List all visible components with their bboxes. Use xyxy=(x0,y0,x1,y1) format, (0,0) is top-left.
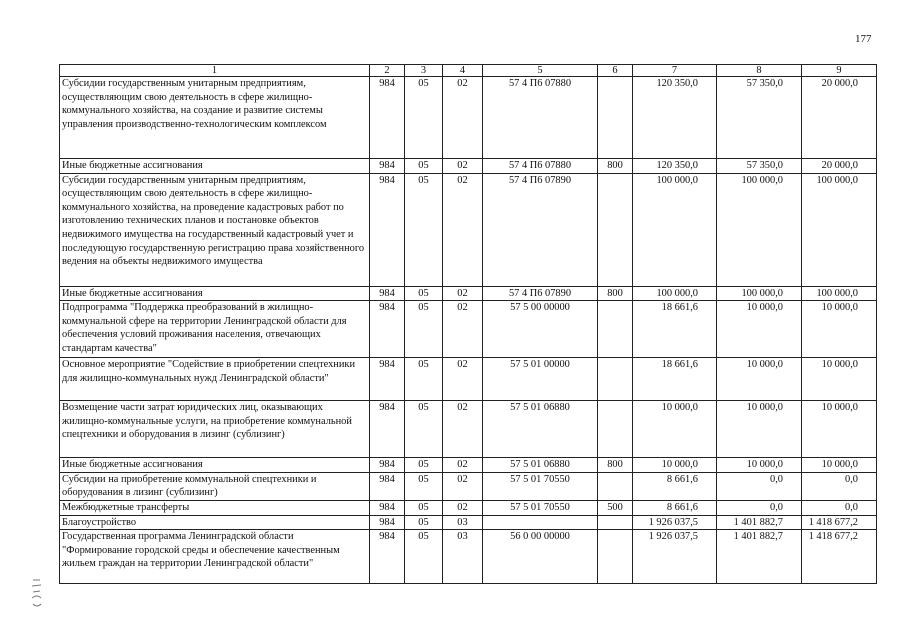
row-value-cell-3 xyxy=(405,458,443,473)
row-value-text: 57 5 01 06880 xyxy=(510,459,570,471)
header-cell-2: 2 xyxy=(370,65,405,77)
row-value-text: 05 xyxy=(418,531,429,543)
row-value-text: 984 xyxy=(379,174,395,186)
row-value-text: 100 000,0 xyxy=(741,287,783,299)
row-value-text: 57 5 01 70550 xyxy=(510,473,570,485)
row-value-text: 100 000,0 xyxy=(656,174,698,186)
row-value-text: 1 926 037,5 xyxy=(648,531,698,543)
row-value-text: 56 0 00 00000 xyxy=(510,531,570,543)
row-value-text: 984 xyxy=(379,78,395,89)
row-value-cell-8 xyxy=(717,286,802,301)
row-value-text: 20 000,0 xyxy=(821,78,858,89)
row-value-text: 100 000,0 xyxy=(816,287,858,299)
row-name-cell xyxy=(60,515,370,530)
row-value-cell-6 xyxy=(598,286,633,301)
table-row xyxy=(60,358,877,401)
row-name-text: Иные бюджетные ассигнования xyxy=(62,160,203,171)
row-value-cell-6 xyxy=(598,401,633,458)
row-value-cell-5 xyxy=(483,530,598,584)
row-name-cell xyxy=(60,77,370,159)
row-value-text: 984 xyxy=(379,516,395,528)
row-value-cell-6 xyxy=(598,472,633,500)
row-value-cell-7 xyxy=(633,500,717,515)
row-value-text: 02 xyxy=(457,402,468,414)
row-value-cell-7 xyxy=(633,173,717,286)
row-value-text: 10 000,0 xyxy=(746,359,783,371)
table-row xyxy=(60,500,877,515)
row-value-text: 984 xyxy=(379,531,395,543)
table-row xyxy=(60,515,877,530)
row-value-text: 03 xyxy=(457,516,468,528)
row-value-text: 05 xyxy=(418,287,429,299)
row-value-cell-8 xyxy=(717,301,802,358)
row-value-cell-9 xyxy=(802,401,877,458)
row-value-cell-3 xyxy=(405,515,443,530)
row-value-cell-5 xyxy=(483,301,598,358)
row-value-text: 500 xyxy=(607,501,623,513)
row-value-cell-5 xyxy=(483,500,598,515)
row-value-text: 800 xyxy=(607,287,623,299)
page-number: 177 xyxy=(855,33,872,45)
row-value-text: 57 4 П6 07880 xyxy=(508,160,572,171)
header-cell-8: 8 xyxy=(717,65,802,77)
row-value-cell-7 xyxy=(633,401,717,458)
row-value-cell-6 xyxy=(598,500,633,515)
row-value-cell-8 xyxy=(717,515,802,530)
row-value-text: 02 xyxy=(457,473,468,485)
row-value-cell-8 xyxy=(717,358,802,401)
row-value-text: 0,0 xyxy=(845,473,858,485)
row-value-cell-9 xyxy=(802,458,877,473)
row-value-cell-9 xyxy=(802,173,877,286)
row-value-text: 03 xyxy=(457,531,468,543)
row-value-text: 57 5 01 06880 xyxy=(510,402,570,414)
row-value-cell-7 xyxy=(633,358,717,401)
row-name-text: Государственная программа Ленинградской области "Формирование городской среды и обеспечение качественным жильем граждан на территории Ленинградской области" xyxy=(62,531,340,570)
row-value-text: 984 xyxy=(379,459,395,471)
row-value-cell-4 xyxy=(443,515,483,530)
row-value-text: 10 000,0 xyxy=(661,402,698,414)
header-row xyxy=(60,65,877,77)
table-row xyxy=(60,458,877,473)
row-value-cell-6 xyxy=(598,458,633,473)
table-row xyxy=(60,173,877,286)
row-value-cell-6 xyxy=(598,301,633,358)
row-value-text: 8 661,6 xyxy=(666,473,698,485)
row-value-cell-3 xyxy=(405,301,443,358)
row-value-cell-5 xyxy=(483,159,598,174)
row-name-cell xyxy=(60,301,370,358)
row-value-text: 8 661,6 xyxy=(666,501,698,513)
row-value-cell-6 xyxy=(598,358,633,401)
row-name-cell xyxy=(60,358,370,401)
row-name-text: Основное мероприятие "Содействие в приобретении спецтехники для жилищно-коммунальных нужд Ленинградской области" xyxy=(62,359,356,384)
header-cell-3: 3 xyxy=(405,65,443,77)
row-name-cell xyxy=(60,286,370,301)
row-value-cell-4 xyxy=(443,358,483,401)
row-value-text: 0,0 xyxy=(770,501,783,513)
row-value-cell-2 xyxy=(370,358,405,401)
row-value-text: 10 000,0 xyxy=(661,459,698,471)
row-value-text: 984 xyxy=(379,359,395,371)
row-name-text: Иные бюджетные ассигнования xyxy=(62,287,203,299)
row-value-text: 1 401 882,7 xyxy=(733,531,783,543)
table-row xyxy=(60,301,877,358)
row-value-text: 02 xyxy=(457,174,468,186)
row-value-cell-4 xyxy=(443,500,483,515)
row-value-cell-9 xyxy=(802,358,877,401)
row-value-cell-7 xyxy=(633,286,717,301)
row-name-text: Субсидии государственным унитарным предприятиям, осуществляющим свою деятельность в сфере жилищно-коммунального хозяйства, на создание и развитие системы управления производственно-технологическим комплексом xyxy=(62,78,327,130)
row-value-cell-4 xyxy=(443,173,483,286)
row-value-cell-3 xyxy=(405,401,443,458)
row-value-cell-4 xyxy=(443,301,483,358)
row-value-text: 18 661,6 xyxy=(661,302,698,314)
row-value-cell-3 xyxy=(405,286,443,301)
row-value-text: 05 xyxy=(418,174,429,186)
row-name-text: Субсидии на приобретение коммунальной спецтехники и оборудования в лизинг (сублизинг) xyxy=(62,473,317,499)
row-value-text: 10 000,0 xyxy=(746,302,783,314)
row-value-cell-4 xyxy=(443,458,483,473)
row-value-text: 02 xyxy=(457,78,468,89)
row-value-cell-2 xyxy=(370,159,405,174)
row-value-cell-9 xyxy=(802,530,877,584)
row-value-text: 120 350,0 xyxy=(656,160,698,171)
row-name-cell xyxy=(60,500,370,515)
row-value-text: 984 xyxy=(379,402,395,414)
row-value-cell-8 xyxy=(717,472,802,500)
row-value-text: 1 418 677,2 xyxy=(808,516,858,528)
row-value-text: 100 000,0 xyxy=(741,174,783,186)
header-cell-9: 9 xyxy=(802,65,877,77)
header-cell-6: 6 xyxy=(598,65,633,77)
row-value-cell-7 xyxy=(633,472,717,500)
row-value-text: 57 4 П6 07890 xyxy=(508,287,572,299)
row-name-text: Субсидии государственным унитарным предприятиям, осуществляющим свою деятельность в сфере жилищно-коммунального хозяйства, на проведение кадастровых работ по изготовлению технических планов и постановке объектов недвижимого имущества на государственный кадастровый учет и последующую государственную регистрацию права хозяйственного ведения на объекты недвижимого имущества xyxy=(62,174,365,268)
row-value-text: 05 xyxy=(418,302,429,314)
table-row xyxy=(60,286,877,301)
row-name-cell xyxy=(60,472,370,500)
table-row xyxy=(60,401,877,458)
row-value-cell-5 xyxy=(483,286,598,301)
row-value-cell-3 xyxy=(405,472,443,500)
row-value-cell-2 xyxy=(370,472,405,500)
row-value-cell-9 xyxy=(802,301,877,358)
row-value-text: 05 xyxy=(418,78,429,89)
row-value-cell-4 xyxy=(443,401,483,458)
row-value-text: 02 xyxy=(457,459,468,471)
row-value-cell-6 xyxy=(598,77,633,159)
row-value-text: 05 xyxy=(418,160,429,171)
row-value-text: 05 xyxy=(418,501,429,513)
row-value-text: 57 5 01 70550 xyxy=(510,501,570,513)
row-value-cell-3 xyxy=(405,500,443,515)
row-value-cell-7 xyxy=(633,530,717,584)
row-value-cell-5 xyxy=(483,458,598,473)
row-value-cell-4 xyxy=(443,286,483,301)
row-value-text: 984 xyxy=(379,302,395,314)
row-value-cell-2 xyxy=(370,286,405,301)
row-value-cell-7 xyxy=(633,458,717,473)
row-name-text: Иные бюджетные ассигнования xyxy=(62,459,203,471)
row-value-cell-4 xyxy=(443,530,483,584)
row-value-cell-4 xyxy=(443,77,483,159)
row-name-cell xyxy=(60,530,370,584)
row-value-text: 57 5 01 00000 xyxy=(510,359,570,371)
row-value-text: 02 xyxy=(457,287,468,299)
row-value-text: 05 xyxy=(418,359,429,371)
row-name-cell xyxy=(60,458,370,473)
row-value-cell-8 xyxy=(717,401,802,458)
row-value-cell-6 xyxy=(598,530,633,584)
row-value-cell-5 xyxy=(483,173,598,286)
row-value-cell-2 xyxy=(370,515,405,530)
row-value-text: 57 350,0 xyxy=(746,78,783,89)
header-cell-5: 5 xyxy=(483,65,598,77)
header-cell-7: 7 xyxy=(633,65,717,77)
row-value-text: 100 000,0 xyxy=(656,287,698,299)
row-value-cell-2 xyxy=(370,77,405,159)
table-row xyxy=(60,472,877,500)
row-value-text: 05 xyxy=(418,473,429,485)
row-value-cell-5 xyxy=(483,472,598,500)
row-value-text: 1 401 882,7 xyxy=(733,516,783,528)
row-value-cell-9 xyxy=(802,77,877,159)
header-cell-4: 4 xyxy=(443,65,483,77)
scan-margin-marks xyxy=(30,578,44,610)
row-value-cell-5 xyxy=(483,77,598,159)
row-value-text: 02 xyxy=(457,302,468,314)
row-name-cell xyxy=(60,401,370,458)
row-name-text: Межбюджетные трансферты xyxy=(62,501,190,513)
row-value-text: 02 xyxy=(457,359,468,371)
row-name-text: Возмещение части затрат юридических лиц, оказывающих жилищно-коммунальные услуги, на приобретение коммунальной спецтехники и оборудования в лизинг (сублизинг) xyxy=(62,402,352,441)
row-value-text: 20 000,0 xyxy=(821,160,858,171)
row-value-cell-2 xyxy=(370,173,405,286)
row-value-cell-2 xyxy=(370,500,405,515)
row-value-cell-6 xyxy=(598,515,633,530)
row-value-text: 57 4 П6 07880 xyxy=(508,78,572,89)
budget-table xyxy=(59,64,877,584)
row-value-text: 10 000,0 xyxy=(821,402,858,414)
row-value-text: 10 000,0 xyxy=(821,302,858,314)
row-value-cell-9 xyxy=(802,286,877,301)
row-value-cell-2 xyxy=(370,401,405,458)
row-value-cell-8 xyxy=(717,500,802,515)
row-value-cell-3 xyxy=(405,159,443,174)
row-value-cell-3 xyxy=(405,358,443,401)
row-value-text: 05 xyxy=(418,402,429,414)
row-value-cell-8 xyxy=(717,77,802,159)
row-value-cell-9 xyxy=(802,472,877,500)
row-value-cell-2 xyxy=(370,530,405,584)
row-value-text: 1 418 677,2 xyxy=(808,531,858,543)
row-value-cell-7 xyxy=(633,159,717,174)
row-value-text: 57 5 00 00000 xyxy=(510,302,570,314)
row-value-cell-3 xyxy=(405,77,443,159)
header-cell-1: 1 xyxy=(60,65,370,77)
row-value-cell-3 xyxy=(405,173,443,286)
table-row xyxy=(60,530,877,584)
row-value-text: 984 xyxy=(379,287,395,299)
row-value-text: 05 xyxy=(418,459,429,471)
row-value-cell-8 xyxy=(717,458,802,473)
table-row xyxy=(60,77,877,159)
row-value-text: 10 000,0 xyxy=(821,359,858,371)
row-value-cell-9 xyxy=(802,159,877,174)
row-value-cell-5 xyxy=(483,401,598,458)
row-value-text: 0,0 xyxy=(845,501,858,513)
row-name-text: Подпрограмма "Поддержка преобразований в жилищно-коммунальной сфере на территории Ленинградской области для обеспечения условий проживания населения, отвечающих стандартам качества" xyxy=(62,302,347,354)
row-name-cell xyxy=(60,159,370,174)
row-name-cell xyxy=(60,173,370,286)
row-value-cell-6 xyxy=(598,159,633,174)
row-value-text: 100 000,0 xyxy=(816,174,858,186)
row-value-cell-4 xyxy=(443,159,483,174)
row-value-cell-7 xyxy=(633,515,717,530)
row-value-cell-4 xyxy=(443,472,483,500)
row-value-text: 02 xyxy=(457,501,468,513)
row-value-cell-3 xyxy=(405,530,443,584)
row-value-cell-8 xyxy=(717,173,802,286)
row-value-text: 18 661,6 xyxy=(661,359,698,371)
row-value-text: 120 350,0 xyxy=(656,78,698,89)
row-value-cell-5 xyxy=(483,515,598,530)
row-value-cell-8 xyxy=(717,159,802,174)
row-value-text: 984 xyxy=(379,501,395,513)
row-value-text: 800 xyxy=(607,459,623,471)
row-value-text: 05 xyxy=(418,516,429,528)
row-value-text: 0,0 xyxy=(770,473,783,485)
row-value-text: 57 4 П6 07890 xyxy=(508,174,572,186)
row-value-text: 57 350,0 xyxy=(746,160,783,171)
row-value-cell-9 xyxy=(802,515,877,530)
row-value-cell-6 xyxy=(598,173,633,286)
row-value-cell-7 xyxy=(633,77,717,159)
row-value-text: 800 xyxy=(607,160,623,171)
row-value-text: 10 000,0 xyxy=(746,459,783,471)
table-row xyxy=(60,159,877,174)
row-value-cell-9 xyxy=(802,500,877,515)
row-value-text: 984 xyxy=(379,473,395,485)
row-value-text: 10 000,0 xyxy=(746,402,783,414)
row-name-text: Благоустройство xyxy=(62,516,137,528)
row-value-cell-7 xyxy=(633,301,717,358)
row-value-cell-8 xyxy=(717,530,802,584)
row-value-text: 984 xyxy=(379,160,395,171)
row-value-text: 1 926 037,5 xyxy=(648,516,698,528)
row-value-cell-5 xyxy=(483,358,598,401)
row-value-text: 10 000,0 xyxy=(821,459,858,471)
row-value-text: 02 xyxy=(457,160,468,171)
row-value-cell-2 xyxy=(370,458,405,473)
row-value-cell-2 xyxy=(370,301,405,358)
